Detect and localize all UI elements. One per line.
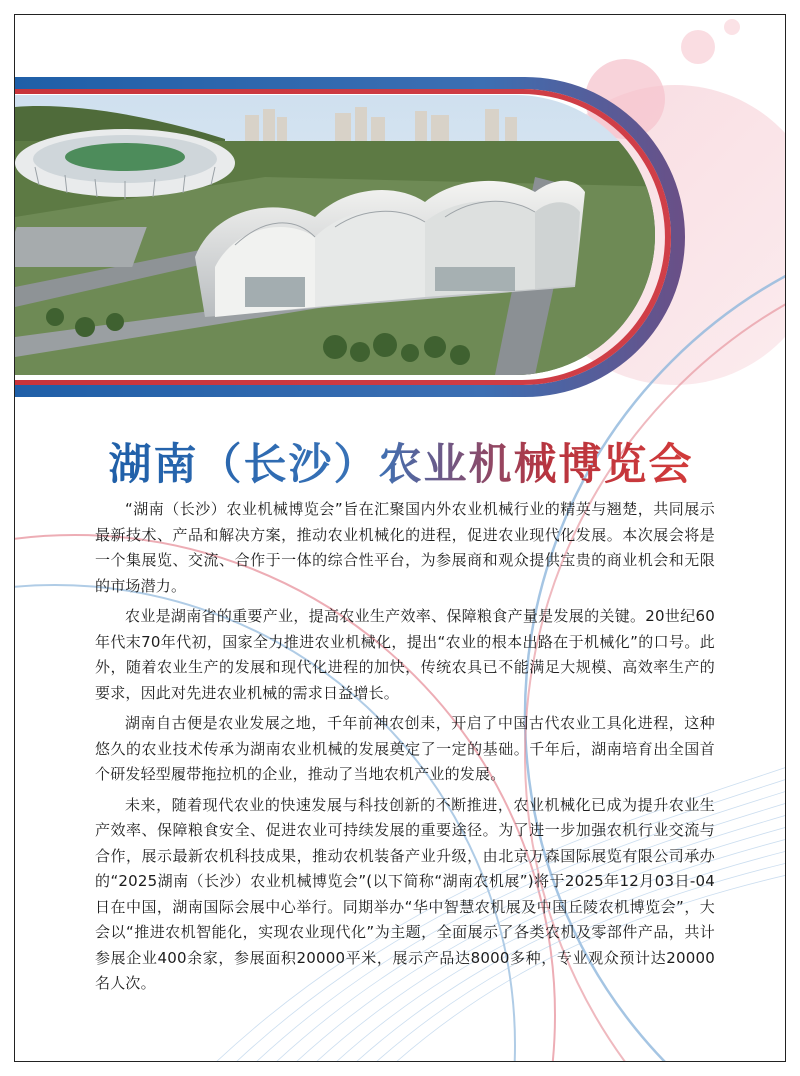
article-body — [95, 497, 715, 1002]
pink-circle-tiny — [724, 19, 740, 35]
exhibition-center-photo — [15, 67, 786, 407]
paragraph-event-details: 未来，随着现代农业的快速发展与科技创新的不断推进，农业机械化已成为提升农业生产效率、保障粮食安全、促进农业可持续发展的重要途径。为了进一步加强农机行业交流与合作，展示最新农机科技成果，推动农机装备产业升级，由北京万森国际展览有限公司承办的“2025湖南（长沙）农业机械博览会”(以下简称“湖南农机展”)将于2025年12月03日-04日在中国，湖南国际会展中心举行。同期举办“华中智慧农机展及中国丘陵农机博览会”，大会以“推进农机智能化，实现农业现代化”为主题，全面展示了各类农机及零部件产品，共计参展企业400余家，参展面积20000平米，展示产品达8000多种，专业观众预计达20000名人次。 — [95, 795, 715, 992]
paragraph-history: 湖南自古便是农业发展之地，千年前神农创耒，开启了中国古代农业工具化进程，这种悠久的农业技术传承为湖南农业机械的发展奠定了一定的基础。千年后，湖南培育出全国首个研发轻型履带拖拉机的企业，推动了当地农机产业的发展。 — [95, 714, 715, 783]
page-frame — [14, 14, 786, 1062]
pink-circle-small — [681, 30, 715, 64]
page-title: 湖南（长沙）农业机械博览会 — [108, 440, 694, 490]
paragraph-intro: “湖南（长沙）农业机械博览会”旨在汇聚国内外农业机械行业的精英与翘楚，共同展示最新技术、产品和解决方案，推动农业机械化的进程，促进农业现代化发展。本次展会将是一个集展览、交流、合作于一体的综合性平台，为参展商和观众提供宝贵的商业机会和无限的市场潜力。 — [95, 500, 715, 595]
paragraph-background: 农业是湖南省的重要产业，提高农业生产效率、保障粮食产量是发展的关键。20世纪60年代末70年代初，国家全力推进农业机械化，提出“农业的根本出路在于机械化”的口号。此外，随着农业生产的发展和现代化进程的加快，传统农具已不能满足大规模、高效率生产的要求，因此对先进农业机械的需求日益增长。 — [95, 607, 715, 702]
